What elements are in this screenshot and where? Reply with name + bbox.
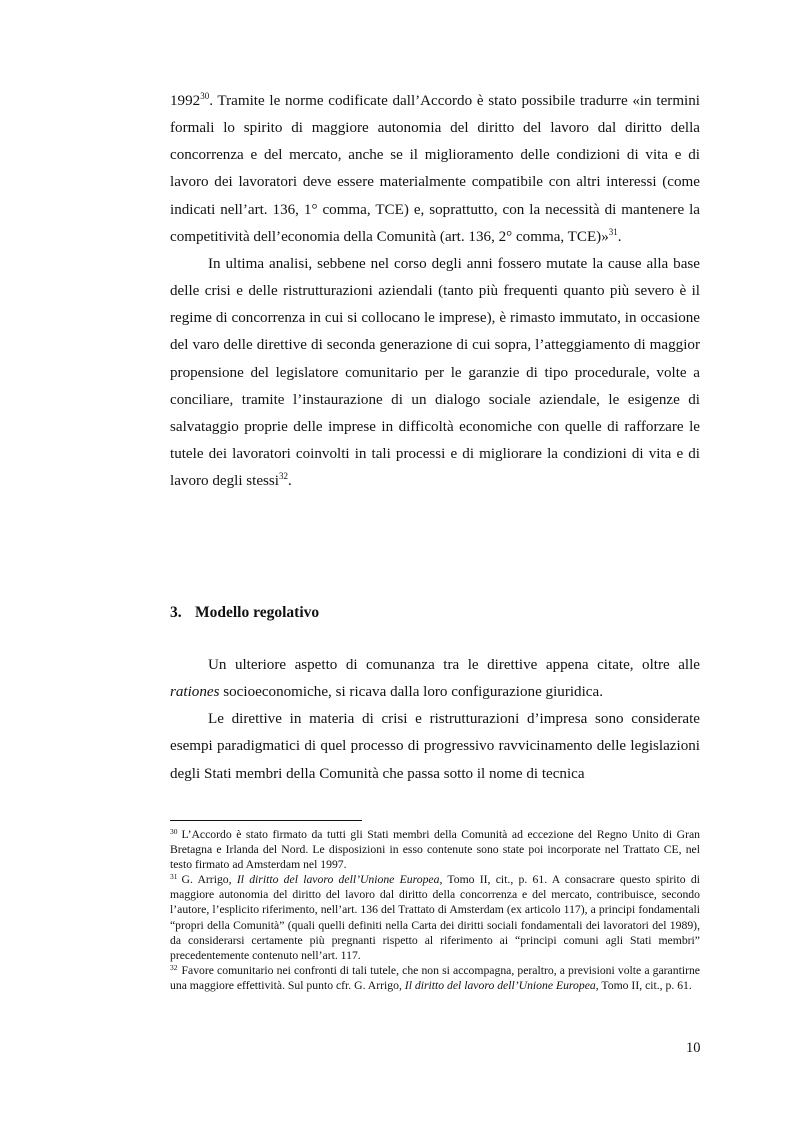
footnote-text: Favore comunitario nei confronti di tali tutele, che non si accompagna, peraltro, a previsioni volte a garantirne una maggiore effettività. Sul punto cfr. G. Arrigo, [170,963,700,992]
footnote-ref-32: 32 [279,471,288,482]
body-text-section [170,652,700,788]
section-heading [170,604,319,622]
paragraph-2-end: . [288,473,292,490]
footnote-number: 31 [170,872,178,882]
footnote-separator [170,820,362,821]
paragraph-1-end: . [617,228,622,245]
footnote-text: , Tomo II, cit., p. 61. [595,978,692,992]
section-title: Modello regolativo [195,604,320,621]
paragraph-1-lead: 1992 [170,93,201,109]
footnote-text: G. Arrigo, [181,873,237,887]
paragraph-3-before: Un ulteriore aspetto di comunanza tra le direttive appena citate, oltre alle [208,657,700,673]
footnote-book-title: Il diritto del lavoro dell’Unione Europea [404,978,596,992]
paragraph-1 [170,88,700,251]
footnote-text: , Tomo II, cit., p. 61. A consacrare questo spirito di maggiore autonomia del diritto del lavoro dal diritto della concorrenza e del mercato, contribuisce, secondo l’autore, l’esplicito riferimento, nell’art. 136 del Trattato di Amsterdam (ex articolo 117), a principi fondamentali “propri della Comunità” (quali quelli definiti nella Carta dei diritti sociali fondamentali dei lavoratori del 1989), da considerarsi certamente più pregnanti rispetto al riferimento ai “principi comuni agli Stati membri” precedentemente contenuto nell’art. 117. [170,873,700,962]
footnote-number: 32 [170,962,178,972]
footnote-30 [170,827,700,872]
footnotes [170,827,700,993]
paragraph-3-italic: rationes [170,684,220,701]
section-number: 3. [170,604,182,621]
paragraph-3 [170,652,700,706]
footnote-31 [170,872,700,963]
footnote-text: L’Accordo è stato firmato da tutti gli Stati membri della Comunità ad eccezione del Regno Unito di Gran Bretagna e Irlanda del Nord. Le disposizioni in esso contenute sono state poi incorporate nel Trattato CE, nel testo firmato ad Amsterdam nel 1997. [170,828,700,872]
paragraph-4-text: Le direttive in materia di crisi e ristrutturazioni d’impresa sono considerate esempi paradigmatici di quel processo di progressivo ravvicinamento delle legislazioni degli Stati membri della Comunità che passa sotto il nome di tecnica [170,711,700,782]
paragraph-3-after: socioeconomiche, si ricava dalla loro configurazione giuridica. [219,684,603,701]
page-number: 10 [686,1040,701,1056]
footnote-ref-30: 30 [200,91,210,101]
paragraph-2 [170,251,700,495]
footnote-ref-31: 31 [608,226,618,237]
footnote-number: 30 [170,827,178,836]
footnote-book-title: Il diritto del lavoro dell’Unione Europea [236,873,440,887]
body-text-top [170,88,700,495]
paragraph-1-text: . Tramite le norme codificate dall’Accordo è stato possibile tradurre «in termini formali lo spirito di maggiore autonomia del diritto del lavoro dal diritto della concorrenza e del mercato, anche se il miglioramento delle condizioni di vita e di lavoro dei lavoratori deve essere materialmente compatibile con altri interessi (come indicati nell’art. 136, 1° comma, TCE) e, soprattutto, con la necessità di mantenere la competitività dell’economia della Comunità (art. 136, 2° comma, TCE)» [170,93,700,245]
footnote-32 [170,963,700,993]
paragraph-4 [170,706,700,787]
paragraph-2-text: In ultima analisi, sebbene nel corso degli anni fossero mutate la cause alla base delle crisi e delle ristrutturazioni aziendali (tanto più frequenti quanto più severo è il regime di concorrenza in cui si collocano le imprese), è rimasto immutato, in occasione del varo delle direttive di seconda generazione di cui sopra, l’atteggiamento di maggior propensione del legislatore comunitario per le garanzie di tipo procedurale, volte a conciliare, tramite l’instaurazione di un dialogo sociale aziendale, le esigenze di salvataggio proprie delle imprese in difficoltà economiche con quelle di rafforzare le tutele dei lavoratori coinvolti in tali processi e di migliorare la condizioni di vita e di lavoro degli stessi [170,255,700,490]
